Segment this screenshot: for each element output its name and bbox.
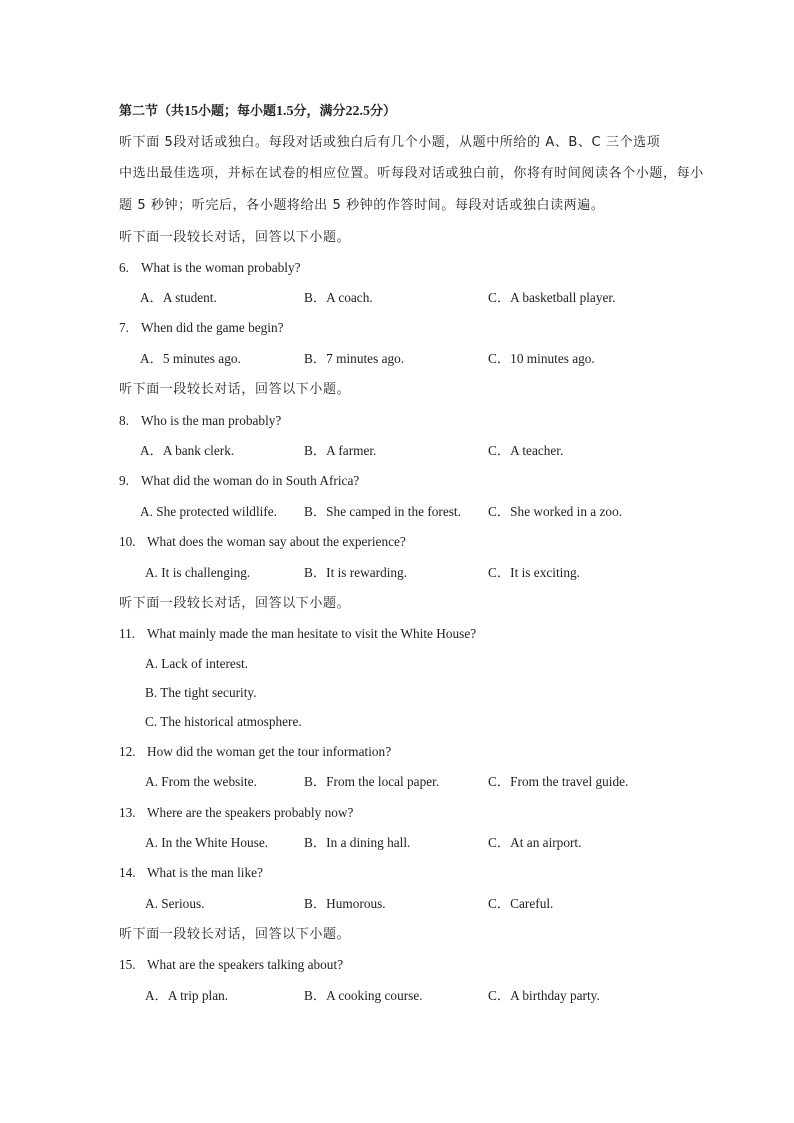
option-c: C．A birthday party. [488, 988, 600, 1003]
intro-line: 题 5 秒钟；听完后，各小题将给出 5 秒钟的作答时间。每段对话或独白读两遍。 [119, 198, 605, 213]
option-c: C．10 minutes ago. [488, 351, 595, 366]
question-text: What does the woman say about the experience? [147, 534, 406, 549]
section-heading [119, 103, 396, 121]
question-number: 15. [119, 957, 136, 972]
question-text: Where are the speakers probably now? [147, 805, 354, 820]
option-b: B．A coach. [304, 290, 373, 305]
question-text: How did the woman get the tour information? [147, 744, 392, 759]
option-b: B．From the local paper. [304, 774, 440, 789]
question-text: What mainly made the man hesitate to visit the White House? [147, 626, 477, 641]
question-number: 13. [119, 805, 136, 820]
option-c: C．She worked in a zoo. [488, 504, 623, 519]
heading-part: 第二节（共 [119, 104, 185, 119]
question-number: 12. [119, 744, 136, 759]
question-number: 8. [119, 413, 129, 428]
question-7 [119, 319, 284, 337]
question-text: When did the game begin? [141, 320, 284, 335]
option-b: B．A cooking course. [304, 988, 423, 1003]
question-11 [119, 625, 476, 643]
option-a: A. From the website. [145, 774, 257, 789]
question-number: 7. [119, 320, 129, 335]
question-8 [119, 412, 281, 430]
question-text: Who is the man probably? [141, 413, 282, 428]
segment-prompt: 听下面一段较长对话，回答以下小题。 [119, 596, 351, 611]
option-b: B．A farmer. [304, 443, 377, 458]
segment-prompt: 听下面一段较长对话，回答以下小题。 [119, 382, 351, 397]
option-c: C．From the travel guide. [488, 774, 629, 789]
option-b: B．In a dining hall. [304, 835, 411, 850]
heading-question-count: 15 [184, 104, 199, 119]
heading-total-points: 22.5 [345, 104, 371, 119]
question-text: What is the woman probably? [141, 260, 301, 275]
question-text: What is the man like? [147, 865, 263, 880]
question-6 [119, 259, 301, 277]
option-b: B．Humorous. [304, 896, 386, 911]
question-number: 11. [119, 626, 136, 641]
question-number: 10. [119, 534, 136, 549]
option-b: B．It is rewarding. [304, 565, 408, 580]
segment-prompt: 听下面一段较长对话，回答以下小题。 [119, 927, 351, 942]
option-a: A．A student. [140, 290, 217, 305]
option-a: A．5 minutes ago. [140, 351, 241, 366]
option-c: C．At an airport. [488, 835, 582, 850]
question-9 [119, 472, 359, 490]
option-b: B. The tight security. [145, 685, 257, 700]
heading-part: 分，满分 [293, 104, 346, 119]
option-a: A．A trip plan. [145, 988, 229, 1003]
heading-part: 分） [370, 104, 397, 119]
question-number: 6. [119, 260, 129, 275]
question-number: 14. [119, 865, 136, 880]
option-a: A. Serious. [145, 896, 205, 911]
question-text: What did the woman do in South Africa? [141, 473, 360, 488]
option-a: A. She protected wildlife. [140, 504, 277, 519]
question-13 [119, 804, 353, 822]
option-a: A．A bank clerk. [140, 443, 235, 458]
intro-line: 听下面 5段对话或独白。每段对话或独白后有几个小题，从题中所给的 A、B、C 三个选项 [119, 135, 661, 150]
question-text: What are the speakers talking about? [147, 957, 344, 972]
segment-prompt: 听下面一段较长对话，回答以下小题。 [119, 230, 351, 245]
option-a: A. In the White House. [145, 835, 269, 850]
option-c: C．A teacher. [488, 443, 564, 458]
heading-part: 小题；每小题 [198, 104, 277, 119]
option-b: B．7 minutes ago. [304, 351, 405, 366]
option-c: C．It is exciting. [488, 565, 580, 580]
option-a: A. Lack of interest. [145, 656, 249, 671]
question-12 [119, 743, 391, 761]
question-15 [119, 956, 343, 974]
question-10 [119, 533, 406, 551]
option-c: C．A basketball player. [488, 290, 616, 305]
option-b: B．She camped in the forest. [304, 504, 461, 519]
option-c: C. The historical atmosphere. [145, 714, 302, 729]
option-a: A. It is challenging. [145, 565, 251, 580]
question-number: 9. [119, 473, 129, 488]
heading-points-each: 1.5 [276, 104, 294, 119]
option-c: C．Careful. [488, 896, 554, 911]
question-14 [119, 864, 263, 882]
intro-line: 中选出最佳选项，并标在试卷的相应位置。听每段对话或独白前，你将有时间阅读各个小题，每小 [119, 166, 704, 181]
